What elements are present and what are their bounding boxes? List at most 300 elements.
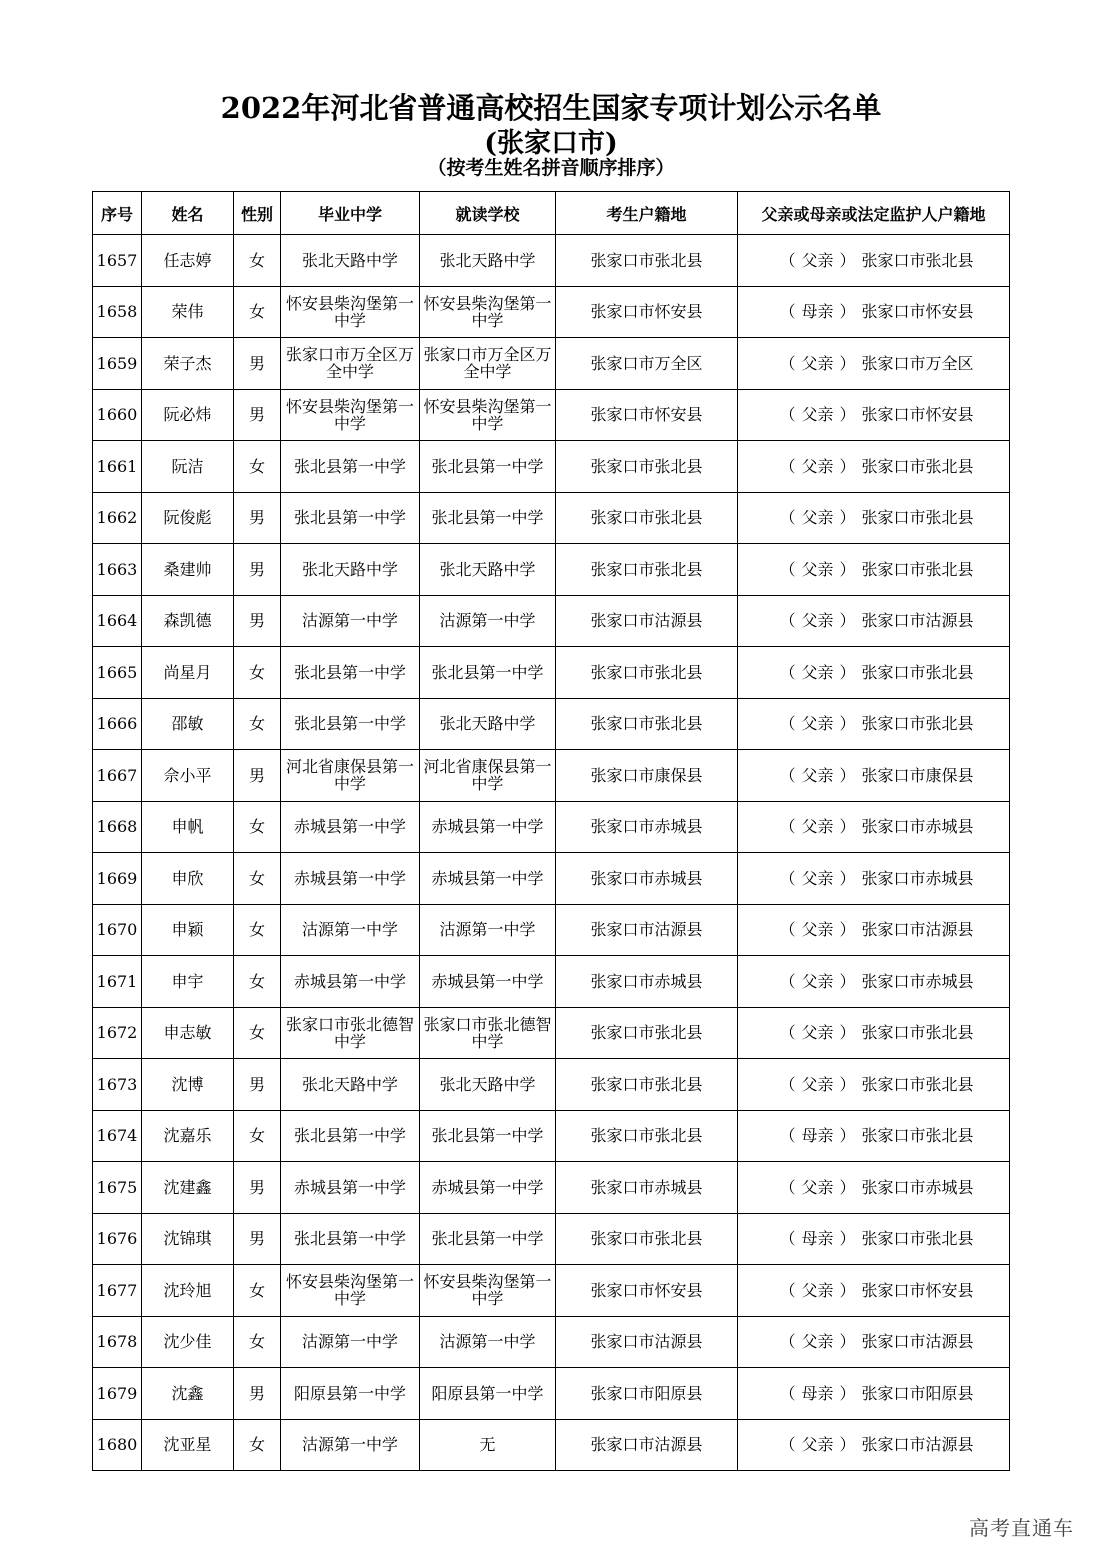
close-paren: ） bbox=[839, 1126, 856, 1146]
graduation-school: 张北县第一中学 bbox=[281, 1110, 420, 1162]
open-paren: （ bbox=[779, 1126, 796, 1146]
student-household: 张家口市沽源县 bbox=[556, 595, 738, 647]
student-gender: 女 bbox=[234, 647, 281, 699]
parent-household-cell bbox=[738, 235, 1010, 287]
close-paren: ） bbox=[839, 662, 856, 682]
current-school: 怀安县柴沟堡第一中学 bbox=[420, 389, 556, 441]
table-row bbox=[93, 647, 1010, 699]
table-row bbox=[93, 286, 1010, 338]
table-row bbox=[93, 1110, 1010, 1162]
parent-relation: 父亲 bbox=[801, 1177, 834, 1197]
parent-household-cell bbox=[738, 544, 1010, 596]
close-paren: ） bbox=[839, 353, 856, 373]
close-paren: ） bbox=[839, 1280, 856, 1300]
parent-household: 张家口市沽源县 bbox=[861, 920, 974, 940]
parent-household: 张家口市张北县 bbox=[861, 456, 974, 476]
parent-household-cell bbox=[738, 801, 1010, 853]
student-name: 沈建鑫 bbox=[142, 1162, 234, 1214]
student-gender: 女 bbox=[234, 1316, 281, 1368]
row-number: 1668 bbox=[93, 801, 142, 853]
parent-relation: 父亲 bbox=[801, 405, 834, 425]
parent-relation: 父亲 bbox=[801, 1435, 834, 1455]
parent-household: 张家口市张北县 bbox=[861, 1229, 974, 1249]
table-row bbox=[93, 1059, 1010, 1111]
current-school: 张北县第一中学 bbox=[420, 492, 556, 544]
student-household: 张家口市康保县 bbox=[556, 750, 738, 802]
student-name: 阮洁 bbox=[142, 441, 234, 493]
current-school: 沽源第一中学 bbox=[420, 595, 556, 647]
parent-relation: 母亲 bbox=[801, 1383, 834, 1403]
row-number: 1673 bbox=[93, 1059, 142, 1111]
parent-relation: 父亲 bbox=[801, 1074, 834, 1094]
student-household: 张家口市张北县 bbox=[556, 1007, 738, 1059]
student-household: 张家口市沽源县 bbox=[556, 1419, 738, 1471]
table-row bbox=[93, 1162, 1010, 1214]
student-gender: 女 bbox=[234, 1265, 281, 1317]
parent-relation: 父亲 bbox=[801, 662, 834, 682]
open-paren: （ bbox=[779, 868, 796, 888]
close-paren: ） bbox=[839, 714, 856, 734]
open-paren: （ bbox=[779, 611, 796, 631]
student-household: 张家口市张北县 bbox=[556, 441, 738, 493]
parent-relation: 母亲 bbox=[801, 1229, 834, 1249]
student-gender: 女 bbox=[234, 1419, 281, 1471]
parent-household-cell bbox=[738, 1265, 1010, 1317]
parent-relation: 父亲 bbox=[801, 817, 834, 837]
close-paren: ） bbox=[839, 920, 856, 940]
graduation-school: 河北省康保县第一中学 bbox=[281, 750, 420, 802]
row-number: 1663 bbox=[93, 544, 142, 596]
graduation-school: 沽源第一中学 bbox=[281, 1316, 420, 1368]
row-number: 1657 bbox=[93, 235, 142, 287]
open-paren: （ bbox=[779, 1023, 796, 1043]
graduation-school: 赤城县第一中学 bbox=[281, 853, 420, 905]
current-school: 张家口市张北德智中学 bbox=[420, 1007, 556, 1059]
student-gender: 男 bbox=[234, 544, 281, 596]
graduation-school: 张家口市张北德智中学 bbox=[281, 1007, 420, 1059]
open-paren: （ bbox=[779, 714, 796, 734]
document-subtitle: (张家口市) bbox=[484, 128, 618, 159]
row-number: 1678 bbox=[93, 1316, 142, 1368]
student-name: 任志婷 bbox=[142, 235, 234, 287]
parent-household-cell bbox=[738, 750, 1010, 802]
current-school: 赤城县第一中学 bbox=[420, 1162, 556, 1214]
student-gender: 女 bbox=[234, 235, 281, 287]
close-paren: ） bbox=[839, 1435, 856, 1455]
student-name: 沈鑫 bbox=[142, 1368, 234, 1420]
parent-household: 张家口市张北县 bbox=[861, 662, 974, 682]
row-number: 1666 bbox=[93, 698, 142, 750]
parent-household: 张家口市康保县 bbox=[861, 765, 974, 785]
student-gender: 男 bbox=[234, 492, 281, 544]
parent-relation: 父亲 bbox=[801, 868, 834, 888]
student-gender: 男 bbox=[234, 1162, 281, 1214]
student-gender: 女 bbox=[234, 956, 281, 1008]
close-paren: ） bbox=[839, 971, 856, 991]
graduation-school: 赤城县第一中学 bbox=[281, 1162, 420, 1214]
graduation-school: 张北县第一中学 bbox=[281, 492, 420, 544]
row-number: 1662 bbox=[93, 492, 142, 544]
current-school: 无 bbox=[420, 1419, 556, 1471]
open-paren: （ bbox=[779, 920, 796, 940]
open-paren: （ bbox=[779, 508, 796, 528]
current-school: 赤城县第一中学 bbox=[420, 801, 556, 853]
parent-household-cell bbox=[738, 853, 1010, 905]
parent-household: 张家口市万全区 bbox=[861, 353, 974, 373]
parent-household: 张家口市赤城县 bbox=[861, 1177, 974, 1197]
parent-household-cell bbox=[738, 1213, 1010, 1265]
parent-household-cell bbox=[738, 1419, 1010, 1471]
parent-household: 张家口市沽源县 bbox=[861, 611, 974, 631]
table-row bbox=[93, 389, 1010, 441]
table-row bbox=[93, 801, 1010, 853]
parent-relation: 母亲 bbox=[801, 302, 834, 322]
graduation-school: 张北县第一中学 bbox=[281, 647, 420, 699]
parent-household: 张家口市赤城县 bbox=[861, 817, 974, 837]
student-name: 尚星月 bbox=[142, 647, 234, 699]
parent-relation: 父亲 bbox=[801, 250, 834, 270]
watermark: 高考直通车 bbox=[969, 1516, 1074, 1540]
parent-relation: 父亲 bbox=[801, 508, 834, 528]
open-paren: （ bbox=[779, 302, 796, 322]
parent-household: 张家口市怀安县 bbox=[861, 302, 974, 322]
student-household: 张家口市张北县 bbox=[556, 1213, 738, 1265]
student-gender: 女 bbox=[234, 853, 281, 905]
current-school: 沽源第一中学 bbox=[420, 904, 556, 956]
student-name: 沈博 bbox=[142, 1059, 234, 1111]
student-name: 森凯德 bbox=[142, 595, 234, 647]
close-paren: ） bbox=[839, 1332, 856, 1352]
row-number: 1659 bbox=[93, 338, 142, 390]
parent-household-cell bbox=[738, 389, 1010, 441]
parent-household: 张家口市赤城县 bbox=[861, 868, 974, 888]
table-row bbox=[93, 235, 1010, 287]
parent-household-cell bbox=[738, 956, 1010, 1008]
open-paren: （ bbox=[779, 1074, 796, 1094]
row-number: 1671 bbox=[93, 956, 142, 1008]
table-row bbox=[93, 595, 1010, 647]
close-paren: ） bbox=[839, 1023, 856, 1043]
open-paren: （ bbox=[779, 1229, 796, 1249]
graduation-school: 沽源第一中学 bbox=[281, 904, 420, 956]
graduation-school: 阳原县第一中学 bbox=[281, 1368, 420, 1420]
open-paren: （ bbox=[779, 1280, 796, 1300]
header-study-school: 就读学校 bbox=[420, 192, 556, 235]
student-name: 佘小平 bbox=[142, 750, 234, 802]
current-school: 怀安县柴沟堡第一中学 bbox=[420, 1265, 556, 1317]
row-number: 1660 bbox=[93, 389, 142, 441]
current-school: 赤城县第一中学 bbox=[420, 853, 556, 905]
student-name: 申志敏 bbox=[142, 1007, 234, 1059]
student-household: 张家口市阳原县 bbox=[556, 1368, 738, 1420]
table-row bbox=[93, 698, 1010, 750]
header-parent-household: 父亲或母亲或法定监护人户籍地 bbox=[738, 192, 1010, 235]
close-paren: ） bbox=[839, 817, 856, 837]
row-number: 1665 bbox=[93, 647, 142, 699]
parent-household: 张家口市张北县 bbox=[861, 250, 974, 270]
table-row bbox=[93, 1007, 1010, 1059]
header-grad-school: 毕业中学 bbox=[281, 192, 420, 235]
student-name: 荣子杰 bbox=[142, 338, 234, 390]
student-household: 张家口市张北县 bbox=[556, 235, 738, 287]
parent-household-cell bbox=[738, 492, 1010, 544]
open-paren: （ bbox=[779, 1435, 796, 1455]
header-name: 姓名 bbox=[142, 192, 234, 235]
student-gender: 男 bbox=[234, 1213, 281, 1265]
close-paren: ） bbox=[839, 302, 856, 322]
student-gender: 女 bbox=[234, 441, 281, 493]
table-row bbox=[93, 853, 1010, 905]
parent-relation: 父亲 bbox=[801, 1023, 834, 1043]
graduation-school: 张家口市万全区万全中学 bbox=[281, 338, 420, 390]
table-row bbox=[93, 1265, 1010, 1317]
open-paren: （ bbox=[779, 662, 796, 682]
close-paren: ） bbox=[839, 1229, 856, 1249]
parent-household-cell bbox=[738, 698, 1010, 750]
parent-household-cell bbox=[738, 1110, 1010, 1162]
close-paren: ） bbox=[839, 1177, 856, 1197]
student-name: 邵敏 bbox=[142, 698, 234, 750]
close-paren: ） bbox=[839, 456, 856, 476]
student-household: 张家口市万全区 bbox=[556, 338, 738, 390]
graduation-school: 沽源第一中学 bbox=[281, 595, 420, 647]
graduation-school: 赤城县第一中学 bbox=[281, 956, 420, 1008]
close-paren: ） bbox=[839, 405, 856, 425]
parent-household-cell bbox=[738, 441, 1010, 493]
student-gender: 男 bbox=[234, 1368, 281, 1420]
student-name: 申颖 bbox=[142, 904, 234, 956]
open-paren: （ bbox=[779, 1383, 796, 1403]
student-gender: 女 bbox=[234, 904, 281, 956]
parent-household-cell bbox=[738, 647, 1010, 699]
row-number: 1676 bbox=[93, 1213, 142, 1265]
open-paren: （ bbox=[779, 456, 796, 476]
graduation-school: 张北天路中学 bbox=[281, 1059, 420, 1111]
parent-household-cell bbox=[738, 338, 1010, 390]
row-number: 1664 bbox=[93, 595, 142, 647]
open-paren: （ bbox=[779, 817, 796, 837]
student-gender: 男 bbox=[234, 595, 281, 647]
student-household: 张家口市张北县 bbox=[556, 698, 738, 750]
graduation-school: 张北天路中学 bbox=[281, 235, 420, 287]
close-paren: ） bbox=[839, 250, 856, 270]
parent-relation: 父亲 bbox=[801, 353, 834, 373]
parent-relation: 母亲 bbox=[801, 1126, 834, 1146]
open-paren: （ bbox=[779, 1332, 796, 1352]
graduation-school: 张北县第一中学 bbox=[281, 698, 420, 750]
graduation-school: 怀安县柴沟堡第一中学 bbox=[281, 1265, 420, 1317]
student-gender: 男 bbox=[234, 750, 281, 802]
parent-relation: 父亲 bbox=[801, 714, 834, 734]
student-name: 申欣 bbox=[142, 853, 234, 905]
parent-relation: 父亲 bbox=[801, 971, 834, 991]
table-row bbox=[93, 1368, 1010, 1420]
parent-household: 张家口市张北县 bbox=[861, 1126, 974, 1146]
student-gender: 女 bbox=[234, 1007, 281, 1059]
current-school: 张北天路中学 bbox=[420, 544, 556, 596]
open-paren: （ bbox=[779, 1177, 796, 1197]
student-gender: 女 bbox=[234, 698, 281, 750]
current-school: 阳原县第一中学 bbox=[420, 1368, 556, 1420]
student-name: 阮俊彪 bbox=[142, 492, 234, 544]
current-school: 张北县第一中学 bbox=[420, 441, 556, 493]
parent-household: 张家口市张北县 bbox=[861, 1023, 974, 1043]
student-household: 张家口市张北县 bbox=[556, 1059, 738, 1111]
student-gender: 男 bbox=[234, 389, 281, 441]
parent-relation: 父亲 bbox=[801, 559, 834, 579]
parent-household: 张家口市沽源县 bbox=[861, 1435, 974, 1455]
table-row bbox=[93, 441, 1010, 493]
student-name: 荣伟 bbox=[142, 286, 234, 338]
parent-household-cell bbox=[738, 1368, 1010, 1420]
sort-note: （按考生姓名拼音顺序排序） bbox=[427, 157, 675, 179]
student-household: 张家口市张北县 bbox=[556, 1110, 738, 1162]
parent-household: 张家口市沽源县 bbox=[861, 1332, 974, 1352]
student-household: 张家口市张北县 bbox=[556, 647, 738, 699]
open-paren: （ bbox=[779, 765, 796, 785]
open-paren: （ bbox=[779, 250, 796, 270]
parent-household: 张家口市张北县 bbox=[861, 559, 974, 579]
student-gender: 女 bbox=[234, 801, 281, 853]
student-gender: 女 bbox=[234, 286, 281, 338]
student-household: 张家口市沽源县 bbox=[556, 1316, 738, 1368]
close-paren: ） bbox=[839, 1383, 856, 1403]
graduation-school: 赤城县第一中学 bbox=[281, 801, 420, 853]
current-school: 张北天路中学 bbox=[420, 1059, 556, 1111]
student-household: 张家口市张北县 bbox=[556, 544, 738, 596]
row-number: 1672 bbox=[93, 1007, 142, 1059]
student-household: 张家口市怀安县 bbox=[556, 286, 738, 338]
graduation-school: 张北天路中学 bbox=[281, 544, 420, 596]
row-number: 1675 bbox=[93, 1162, 142, 1214]
roster-body bbox=[93, 235, 1010, 1471]
table-row bbox=[93, 1316, 1010, 1368]
current-school: 张北天路中学 bbox=[420, 235, 556, 287]
student-name: 沈嘉乐 bbox=[142, 1110, 234, 1162]
row-number: 1679 bbox=[93, 1368, 142, 1420]
close-paren: ） bbox=[839, 559, 856, 579]
student-household: 张家口市赤城县 bbox=[556, 801, 738, 853]
current-school: 赤城县第一中学 bbox=[420, 956, 556, 1008]
table-row bbox=[93, 492, 1010, 544]
student-name: 申宇 bbox=[142, 956, 234, 1008]
graduation-school: 怀安县柴沟堡第一中学 bbox=[281, 389, 420, 441]
parent-household: 张家口市张北县 bbox=[861, 714, 974, 734]
table-row bbox=[93, 544, 1010, 596]
row-number: 1667 bbox=[93, 750, 142, 802]
parent-household: 张家口市怀安县 bbox=[861, 1280, 974, 1300]
student-name: 沈锦琪 bbox=[142, 1213, 234, 1265]
close-paren: ） bbox=[839, 765, 856, 785]
open-paren: （ bbox=[779, 405, 796, 425]
table-row bbox=[93, 750, 1010, 802]
row-number: 1674 bbox=[93, 1110, 142, 1162]
student-household: 张家口市赤城县 bbox=[556, 956, 738, 1008]
current-school: 河北省康保县第一中学 bbox=[420, 750, 556, 802]
parent-household-cell bbox=[738, 595, 1010, 647]
student-gender: 男 bbox=[234, 338, 281, 390]
close-paren: ） bbox=[839, 508, 856, 528]
student-gender: 女 bbox=[234, 1110, 281, 1162]
parent-relation: 父亲 bbox=[801, 920, 834, 940]
close-paren: ） bbox=[839, 1074, 856, 1094]
parent-household-cell bbox=[738, 286, 1010, 338]
graduation-school: 怀安县柴沟堡第一中学 bbox=[281, 286, 420, 338]
parent-relation: 父亲 bbox=[801, 1280, 834, 1300]
student-name: 沈玲旭 bbox=[142, 1265, 234, 1317]
student-household: 张家口市沽源县 bbox=[556, 904, 738, 956]
student-gender: 男 bbox=[234, 1059, 281, 1111]
table-row bbox=[93, 338, 1010, 390]
row-number: 1670 bbox=[93, 904, 142, 956]
graduation-school: 沽源第一中学 bbox=[281, 1419, 420, 1471]
parent-relation: 父亲 bbox=[801, 1332, 834, 1352]
student-household: 张家口市赤城县 bbox=[556, 853, 738, 905]
student-name: 沈少佳 bbox=[142, 1316, 234, 1368]
current-school: 张北县第一中学 bbox=[420, 647, 556, 699]
document-title: 2022年河北省普通高校招生国家专项计划公示名单 bbox=[220, 91, 882, 125]
student-name: 阮必炜 bbox=[142, 389, 234, 441]
parent-household: 张家口市怀安县 bbox=[861, 405, 974, 425]
student-name: 沈亚星 bbox=[142, 1419, 234, 1471]
student-household: 张家口市赤城县 bbox=[556, 1162, 738, 1214]
row-number: 1661 bbox=[93, 441, 142, 493]
parent-household-cell bbox=[738, 904, 1010, 956]
parent-household: 张家口市张北县 bbox=[861, 508, 974, 528]
parent-household: 张家口市张北县 bbox=[861, 1074, 974, 1094]
table-row bbox=[93, 904, 1010, 956]
row-number: 1677 bbox=[93, 1265, 142, 1317]
open-paren: （ bbox=[779, 559, 796, 579]
current-school: 怀安县柴沟堡第一中学 bbox=[420, 286, 556, 338]
student-household: 张家口市张北县 bbox=[556, 492, 738, 544]
row-number: 1658 bbox=[93, 286, 142, 338]
current-school: 张北县第一中学 bbox=[420, 1110, 556, 1162]
parent-relation: 父亲 bbox=[801, 456, 834, 476]
close-paren: ） bbox=[839, 611, 856, 631]
current-school: 张家口市万全区万全中学 bbox=[420, 338, 556, 390]
header-no: 序号 bbox=[93, 192, 142, 235]
row-number: 1680 bbox=[93, 1419, 142, 1471]
row-number: 1669 bbox=[93, 853, 142, 905]
open-paren: （ bbox=[779, 971, 796, 991]
parent-household-cell bbox=[738, 1162, 1010, 1214]
parent-relation: 父亲 bbox=[801, 611, 834, 631]
student-name: 桑建帅 bbox=[142, 544, 234, 596]
header-household: 考生户籍地 bbox=[556, 192, 738, 235]
close-paren: ） bbox=[839, 868, 856, 888]
open-paren: （ bbox=[779, 353, 796, 373]
student-name: 申帆 bbox=[142, 801, 234, 853]
table-row bbox=[93, 1213, 1010, 1265]
student-household: 张家口市怀安县 bbox=[556, 1265, 738, 1317]
parent-household: 张家口市阳原县 bbox=[861, 1383, 974, 1403]
graduation-school: 张北县第一中学 bbox=[281, 1213, 420, 1265]
parent-relation: 父亲 bbox=[801, 765, 834, 785]
parent-household-cell bbox=[738, 1316, 1010, 1368]
current-school: 张北天路中学 bbox=[420, 698, 556, 750]
table-row bbox=[93, 956, 1010, 1008]
parent-household-cell bbox=[738, 1007, 1010, 1059]
roster-table bbox=[92, 191, 1010, 1471]
parent-household-cell bbox=[738, 1059, 1010, 1111]
table-row bbox=[93, 1419, 1010, 1471]
current-school: 张北县第一中学 bbox=[420, 1213, 556, 1265]
graduation-school: 张北县第一中学 bbox=[281, 441, 420, 493]
student-household: 张家口市怀安县 bbox=[556, 389, 738, 441]
header-row bbox=[93, 192, 1010, 235]
current-school: 沽源第一中学 bbox=[420, 1316, 556, 1368]
